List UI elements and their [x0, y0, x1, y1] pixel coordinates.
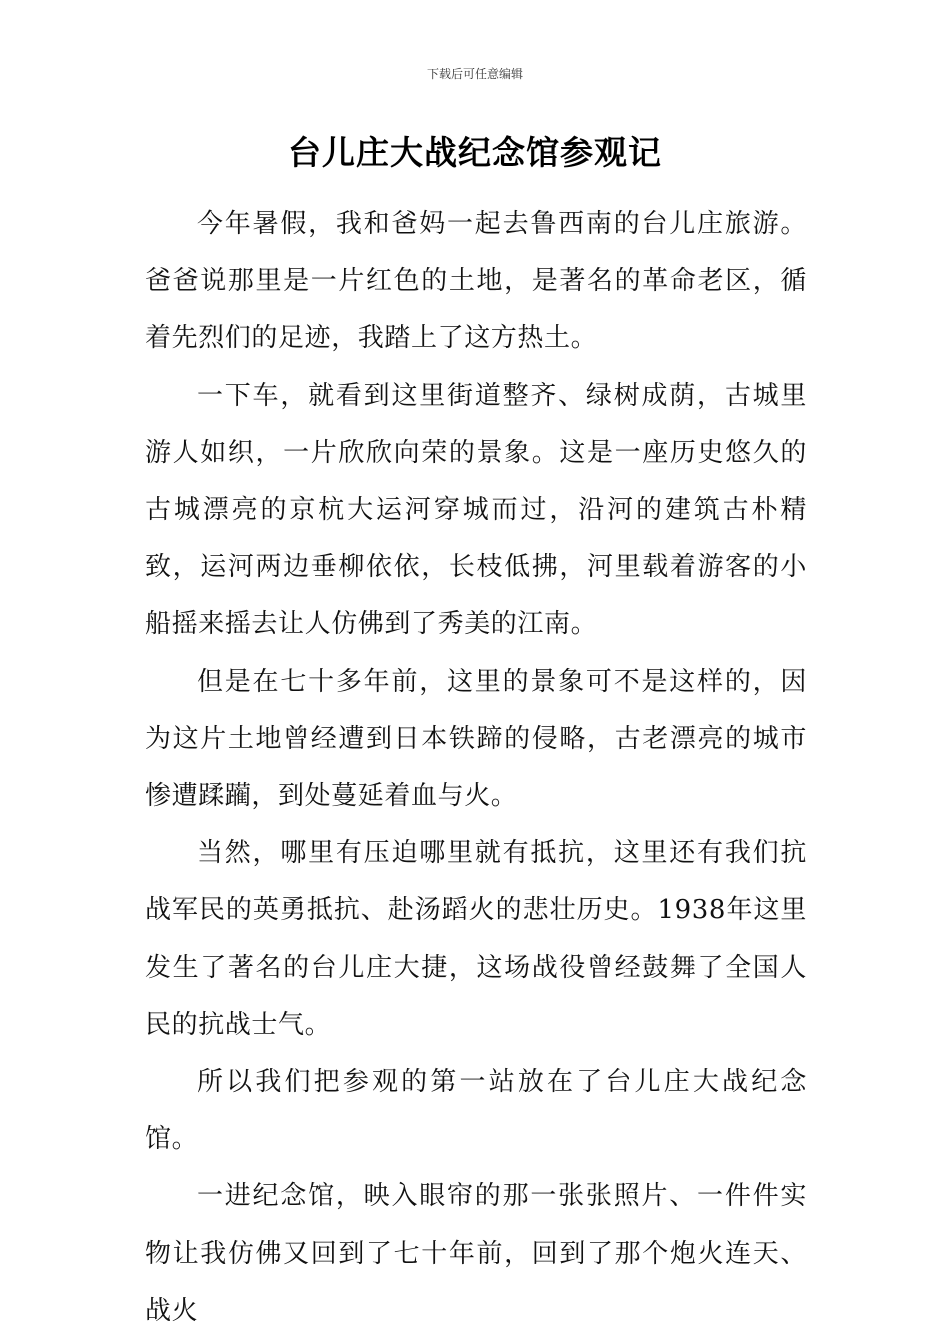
paragraph: 一下车，就看到这里街道整齐、绿树成荫，古城里游人如织，一片欣欣向荣的景象。这是一座历史悠久的古城漂亮的京杭大运河穿城而过，沿河的建筑古朴精致，运河两边垂柳依依，长枝低拂，河里载着游客的小船摇来摇去让人仿佛到了秀美的江南。 — [145, 380, 807, 640]
paragraph: 但是在七十多年前，这里的景象可不是这样的，因为这片土地曾经遭到日本铁蹄的侵略，古老漂亮的城市惨遭蹂躏，到处蔓延着血与火。 — [145, 666, 807, 812]
document-body — [145, 196, 807, 1340]
paragraph: 今年暑假，我和爸妈一起去鲁西南的台儿庄旅游。爸爸说那里是一片红色的土地，是著名的革命老区，循着先烈们的足迹，我踏上了这方热土。 — [145, 209, 807, 354]
paragraph: 所以我们把参观的第一站放在了台儿庄大战纪念馆。 — [145, 1067, 807, 1155]
document-title: 台儿庄大战纪念馆参观记 — [288, 133, 662, 172]
header-note: 下载后可任意编辑 — [426, 67, 523, 81]
paragraph: 当然，哪里有压迫哪里就有抵抗，这里还有我们抗战军民的英勇抵抗、赴汤蹈火的悲壮历史。1938年这里发生了著名的台儿庄大捷，这场战役曾经鼓舞了全国人民的抗战士气。 — [145, 838, 807, 1040]
paragraph: 一进纪念馆，映入眼帘的那一张张照片、一件件实物让我仿佛又回到了七十年前，回到了那个炮火连天、战火 — [145, 1181, 807, 1326]
